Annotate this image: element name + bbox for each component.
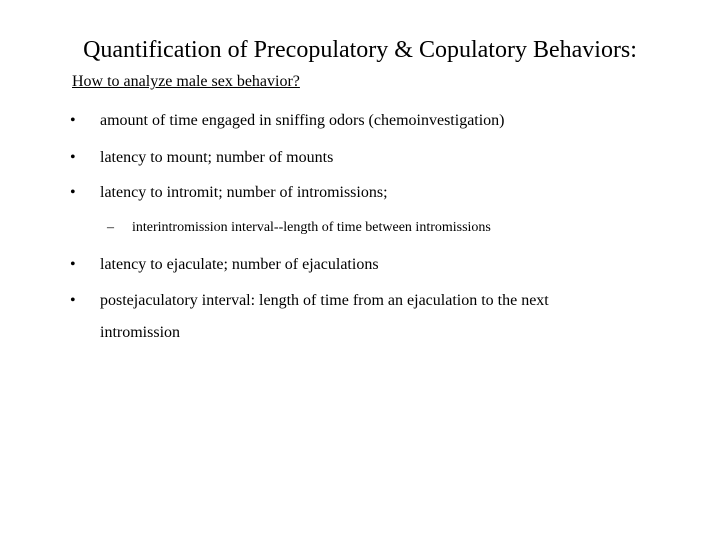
bullet-marker: • xyxy=(70,256,76,273)
bullet-text: postejaculatory interval: length of time from an ejaculation to the next intromission xyxy=(100,292,549,341)
bullet-text: amount of time engaged in sniffing odors (chemoinvestigation) xyxy=(100,112,505,129)
slide-title: Quantification of Precopulatory & Copulatory Behaviors: xyxy=(83,37,637,63)
sub-bullet-marker: – xyxy=(107,220,114,235)
bullet-text: latency to mount; number of mounts xyxy=(100,149,334,166)
sub-bullet-text: interintromission interval--length of time between intromissions xyxy=(132,220,491,235)
bullet-marker: • xyxy=(70,292,76,309)
bullet-marker: • xyxy=(70,112,76,129)
bullet-text: latency to ejaculate; number of ejaculations xyxy=(100,256,379,273)
bullet-text: latency to intromit; number of intromissions; xyxy=(100,184,388,201)
bullet-marker: • xyxy=(70,184,76,201)
slide-subtitle: How to analyze male sex behavior? xyxy=(72,73,300,90)
bullet-marker: • xyxy=(70,149,76,166)
